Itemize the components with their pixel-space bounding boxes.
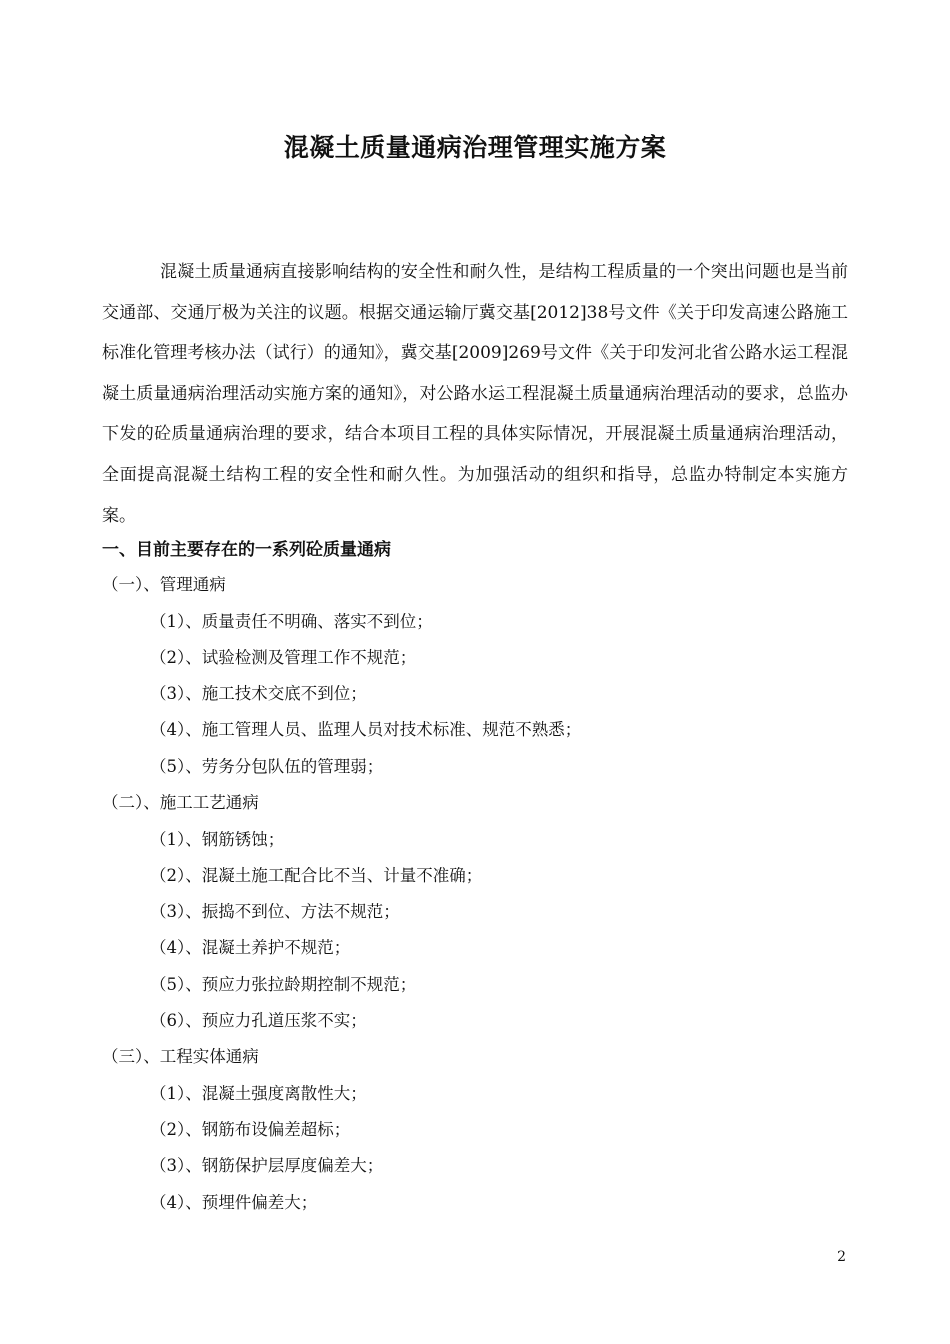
list-item: （6）、预应力孔道压浆不实； <box>150 1011 367 1030</box>
list-item: （3）、钢筋保护层厚度偏差大； <box>150 1156 384 1175</box>
list-item: （4）、预埋件偏差大； <box>150 1193 318 1212</box>
list-item: （3）、施工技术交底不到位； <box>150 684 367 703</box>
group-heading-process: （二）、施工工艺通病 <box>102 793 259 812</box>
list-item: （1）、混凝土强度离散性大； <box>150 1084 367 1103</box>
list-item: （3）、振捣不到位、方法不规范； <box>150 902 400 921</box>
group-heading-management: （一）、管理通病 <box>102 575 226 594</box>
list-item: （4）、施工管理人员、监理人员对技术标准、规范不熟悉； <box>150 720 582 739</box>
section-heading: 一、目前主要存在的一系列砼质量通病 <box>102 540 391 560</box>
list-item: （2）、钢筋布设偏差超标； <box>150 1120 351 1139</box>
group-heading-entity: （三）、工程实体通病 <box>102 1047 259 1066</box>
list-item: （5）、劳务分包队伍的管理弱； <box>150 757 384 776</box>
intro-paragraph: 混凝土质量通病直接影响结构的安全性和耐久性，是结构工程质量的一个突出问题也是当前交通部、交通厅极为关注的议题。根据交通运输厅冀交基[2012]38号文件《关于印发高速公路施工标准化管理考核办法（试行）的通知》，冀交基[2009]269号文件《关于印发河北省公路水运工程混凝土质量通病治理活动实施方案的通知》，对公路水运工程混凝土质量通病治理活动的要求，总监办下发的砼质量通病治理的要求，结合本项目工程的具体实际情况，开展混凝土质量通病治理活动，全面提高混凝土结构工程的安全性和耐久性。为加强活动的组织和指导，总监办特制定本实施方案。 <box>102 262 848 526</box>
document-title: 混凝土质量通病治理管理实施方案 <box>283 133 667 162</box>
page-number: 2 <box>837 1249 846 1265</box>
list-item: （2）、混凝土施工配合比不当、计量不准确； <box>150 866 483 885</box>
list-item: （1）、钢筋锈蚀； <box>150 830 285 849</box>
list-item: （4）、混凝土养护不规范； <box>150 938 351 957</box>
list-item: （1）、质量责任不明确、落实不到位； <box>150 612 433 631</box>
list-item: （2）、试验检测及管理工作不规范； <box>150 648 417 667</box>
list-item: （5）、预应力张拉龄期控制不规范； <box>150 975 417 994</box>
